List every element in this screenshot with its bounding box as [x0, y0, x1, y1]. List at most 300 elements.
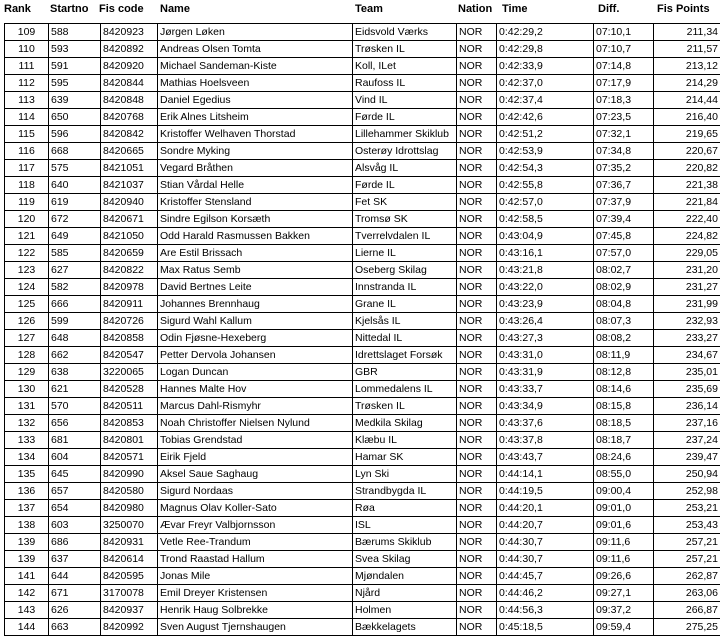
- cell-team: Eidsvold Værks: [353, 24, 457, 41]
- cell-fiscode: 8420911: [101, 296, 158, 313]
- cell-team: Førde IL: [353, 177, 457, 194]
- cell-fiscode: 8420940: [101, 194, 158, 211]
- cell-name: Marcus Dahl-Rismyhr: [158, 398, 353, 415]
- cell-fispoints: 263,06: [654, 585, 720, 602]
- cell-time: 0:42:37,0: [497, 75, 594, 92]
- cell-fispoints: 213,12: [654, 58, 720, 75]
- table-row: [5, 517, 720, 534]
- cell-fiscode: 8420990: [101, 466, 158, 483]
- cell-nation: NOR: [457, 551, 497, 568]
- cell-rank: 137: [5, 500, 49, 517]
- cell-fispoints: 214,44: [654, 92, 720, 109]
- cell-startno: 672: [49, 211, 101, 228]
- cell-rank: 122: [5, 245, 49, 262]
- cell-team: Tromsø SK: [353, 211, 457, 228]
- cell-startno: 593: [49, 41, 101, 58]
- cell-nation: NOR: [457, 398, 497, 415]
- cell-rank: 125: [5, 296, 49, 313]
- cell-rank: 144: [5, 619, 49, 636]
- cell-fiscode: 8420511: [101, 398, 158, 415]
- cell-time: 0:44:56,3: [497, 602, 594, 619]
- cell-nation: NOR: [457, 415, 497, 432]
- cell-name: Emil Dreyer Kristensen: [158, 585, 353, 602]
- cell-fiscode: 8420801: [101, 432, 158, 449]
- cell-time: 0:45:18,5: [497, 619, 594, 636]
- table-row: [5, 279, 720, 296]
- cell-nation: NOR: [457, 262, 497, 279]
- cell-time: 0:43:31,9: [497, 364, 594, 381]
- table-row: [5, 432, 720, 449]
- cell-time: 0:44:30,7: [497, 534, 594, 551]
- cell-fiscode: 8420822: [101, 262, 158, 279]
- cell-time: 0:44:14,1: [497, 466, 594, 483]
- cell-startno: 666: [49, 296, 101, 313]
- cell-fiscode: 8420665: [101, 143, 158, 160]
- cell-nation: NOR: [457, 364, 497, 381]
- cell-diff: 08:07,3: [594, 313, 654, 330]
- cell-startno: 645: [49, 466, 101, 483]
- cell-rank: 142: [5, 585, 49, 602]
- cell-name: Eirik Fjeld: [158, 449, 353, 466]
- table-row: [5, 483, 720, 500]
- cell-fispoints: 250,94: [654, 466, 720, 483]
- cell-fispoints: 220,82: [654, 160, 720, 177]
- cell-name: Sindre Egilson Korsæth: [158, 211, 353, 228]
- cell-fispoints: 235,01: [654, 364, 720, 381]
- cell-nation: NOR: [457, 381, 497, 398]
- cell-startno: 585: [49, 245, 101, 262]
- cell-rank: 129: [5, 364, 49, 381]
- cell-team: Holmen: [353, 602, 457, 619]
- cell-team: Svea Skilag: [353, 551, 457, 568]
- cell-nation: NOR: [457, 432, 497, 449]
- cell-team: Tverrelvdalen IL: [353, 228, 457, 245]
- cell-nation: NOR: [457, 585, 497, 602]
- table-row: [5, 534, 720, 551]
- cell-time: 0:42:29,8: [497, 41, 594, 58]
- cell-name: Johannes Brennhaug: [158, 296, 353, 313]
- cell-name: Logan Duncan: [158, 364, 353, 381]
- cell-rank: 139: [5, 551, 49, 568]
- cell-time: 0:42:33,9: [497, 58, 594, 75]
- table-row: [5, 211, 720, 228]
- cell-rank: 139: [5, 534, 49, 551]
- cell-fispoints: 275,25: [654, 619, 720, 636]
- cell-startno: 638: [49, 364, 101, 381]
- cell-startno: 595: [49, 75, 101, 92]
- table-row: [5, 92, 720, 109]
- cell-fiscode: 8420659: [101, 245, 158, 262]
- cell-name: Ævar Freyr Valbjornsson: [158, 517, 353, 534]
- cell-fispoints: 221,38: [654, 177, 720, 194]
- cell-rank: 111: [5, 58, 49, 75]
- cell-team: Førde IL: [353, 109, 457, 126]
- cell-name: Jørgen Løken: [158, 24, 353, 41]
- header-startno: Startno: [50, 3, 89, 15]
- cell-nation: NOR: [457, 330, 497, 347]
- header-fiscode: Fis code: [99, 3, 144, 15]
- cell-startno: 570: [49, 398, 101, 415]
- cell-time: 0:42:42,6: [497, 109, 594, 126]
- cell-fispoints: 231,99: [654, 296, 720, 313]
- cell-rank: 115: [5, 126, 49, 143]
- cell-fispoints: 231,27: [654, 279, 720, 296]
- cell-nation: NOR: [457, 228, 497, 245]
- header-fispoints: Fis Points: [657, 3, 710, 15]
- cell-startno: 662: [49, 347, 101, 364]
- cell-time: 0:42:37,4: [497, 92, 594, 109]
- cell-diff: 09:11,6: [594, 534, 654, 551]
- cell-team: Idrettslaget Forsøk: [353, 347, 457, 364]
- cell-diff: 08:55,0: [594, 466, 654, 483]
- table-row: [5, 415, 720, 432]
- cell-rank: 131: [5, 398, 49, 415]
- cell-fiscode: 8420671: [101, 211, 158, 228]
- cell-nation: NOR: [457, 619, 497, 636]
- cell-fiscode: 8420547: [101, 347, 158, 364]
- cell-fispoints: 232,93: [654, 313, 720, 330]
- cell-time: 0:42:57,0: [497, 194, 594, 211]
- table-row: [5, 449, 720, 466]
- cell-team: Medkila Skilag: [353, 415, 457, 432]
- cell-rank: 141: [5, 568, 49, 585]
- table-row: [5, 245, 720, 262]
- cell-fispoints: 231,20: [654, 262, 720, 279]
- cell-diff: 08:12,8: [594, 364, 654, 381]
- cell-team: Osterøy Idrottslag: [353, 143, 457, 160]
- cell-diff: 08:08,2: [594, 330, 654, 347]
- cell-fiscode: 8421051: [101, 160, 158, 177]
- cell-fiscode: 8420980: [101, 500, 158, 517]
- cell-rank: 135: [5, 466, 49, 483]
- cell-nation: NOR: [457, 177, 497, 194]
- cell-startno: 639: [49, 92, 101, 109]
- cell-name: Tobias Grendstad: [158, 432, 353, 449]
- cell-time: 0:43:31,0: [497, 347, 594, 364]
- cell-diff: 07:17,9: [594, 75, 654, 92]
- cell-nation: NOR: [457, 109, 497, 126]
- cell-rank: 118: [5, 177, 49, 194]
- cell-fiscode: 8420920: [101, 58, 158, 75]
- cell-diff: 09:26,6: [594, 568, 654, 585]
- cell-team: Hamar SK: [353, 449, 457, 466]
- cell-diff: 07:45,8: [594, 228, 654, 245]
- cell-startno: 582: [49, 279, 101, 296]
- cell-diff: 09:59,4: [594, 619, 654, 636]
- cell-name: Kristoffer Welhaven Thorstad: [158, 126, 353, 143]
- cell-fiscode: 8420614: [101, 551, 158, 568]
- cell-rank: 133: [5, 432, 49, 449]
- results-header: [0, 0, 720, 20]
- cell-nation: NOR: [457, 245, 497, 262]
- table-row: [5, 75, 720, 92]
- cell-time: 0:43:34,9: [497, 398, 594, 415]
- cell-team: Røa: [353, 500, 457, 517]
- cell-team: Strandbygda IL: [353, 483, 457, 500]
- cell-fiscode: 8420842: [101, 126, 158, 143]
- cell-team: Vind IL: [353, 92, 457, 109]
- cell-diff: 08:18,5: [594, 415, 654, 432]
- cell-team: Bækkelagets: [353, 619, 457, 636]
- cell-diff: 08:02,7: [594, 262, 654, 279]
- cell-time: 0:44:46,2: [497, 585, 594, 602]
- header-rank: Rank: [4, 3, 31, 15]
- cell-diff: 08:04,8: [594, 296, 654, 313]
- cell-diff: 08:18,7: [594, 432, 654, 449]
- cell-diff: 07:34,8: [594, 143, 654, 160]
- cell-fiscode: 8420848: [101, 92, 158, 109]
- cell-rank: 123: [5, 262, 49, 279]
- table-row: [5, 296, 720, 313]
- cell-rank: 134: [5, 449, 49, 466]
- cell-team: Nittedal IL: [353, 330, 457, 347]
- cell-team: Fet SK: [353, 194, 457, 211]
- cell-name: Aksel Saue Saghaug: [158, 466, 353, 483]
- results-table: [4, 23, 720, 636]
- cell-fispoints: 253,43: [654, 517, 720, 534]
- cell-time: 0:44:20,1: [497, 500, 594, 517]
- cell-name: Vegard Bråthen: [158, 160, 353, 177]
- table-row: [5, 585, 720, 602]
- header-name: Name: [160, 3, 190, 15]
- cell-nation: NOR: [457, 24, 497, 41]
- cell-diff: 07:37,9: [594, 194, 654, 211]
- cell-team: GBR: [353, 364, 457, 381]
- cell-time: 0:43:04,9: [497, 228, 594, 245]
- cell-name: Jonas Mile: [158, 568, 353, 585]
- cell-team: Mjøndalen: [353, 568, 457, 585]
- cell-fispoints: 252,98: [654, 483, 720, 500]
- cell-nation: NOR: [457, 568, 497, 585]
- cell-fispoints: 211,57: [654, 41, 720, 58]
- cell-fiscode: 8420931: [101, 534, 158, 551]
- cell-fiscode: 8420978: [101, 279, 158, 296]
- cell-fispoints: 266,87: [654, 602, 720, 619]
- cell-diff: 09:11,6: [594, 551, 654, 568]
- cell-fispoints: 236,14: [654, 398, 720, 415]
- table-row: [5, 466, 720, 483]
- cell-startno: 657: [49, 483, 101, 500]
- cell-rank: 116: [5, 143, 49, 160]
- header-team: Team: [355, 3, 383, 15]
- cell-name: Noah Christoffer Nielsen Nylund: [158, 415, 353, 432]
- cell-name: Daniel Egedius: [158, 92, 353, 109]
- cell-name: Michael Sandeman-Kiste: [158, 58, 353, 75]
- header-time: Time: [502, 3, 528, 15]
- cell-startno: 654: [49, 500, 101, 517]
- cell-name: Max Ratus Semb: [158, 262, 353, 279]
- cell-team: Trøsken IL: [353, 41, 457, 58]
- cell-startno: 637: [49, 551, 101, 568]
- cell-fiscode: 8420858: [101, 330, 158, 347]
- cell-time: 0:42:55,8: [497, 177, 594, 194]
- cell-name: Sondre Myking: [158, 143, 353, 160]
- cell-fiscode: 8420937: [101, 602, 158, 619]
- cell-rank: 112: [5, 75, 49, 92]
- cell-diff: 07:32,1: [594, 126, 654, 143]
- cell-diff: 07:35,2: [594, 160, 654, 177]
- table-row: [5, 24, 720, 41]
- table-row: [5, 381, 720, 398]
- cell-fiscode: 3170078: [101, 585, 158, 602]
- cell-fiscode: 8420992: [101, 619, 158, 636]
- cell-rank: 130: [5, 381, 49, 398]
- cell-team: Kjelsås IL: [353, 313, 457, 330]
- table-row: [5, 500, 720, 517]
- cell-name: Kristoffer Stensland: [158, 194, 353, 211]
- cell-startno: 663: [49, 619, 101, 636]
- cell-nation: NOR: [457, 466, 497, 483]
- cell-diff: 09:01,6: [594, 517, 654, 534]
- cell-name: Magnus Olav Koller-Sato: [158, 500, 353, 517]
- cell-nation: NOR: [457, 75, 497, 92]
- cell-time: 0:43:21,8: [497, 262, 594, 279]
- cell-nation: NOR: [457, 602, 497, 619]
- cell-time: 0:44:19,5: [497, 483, 594, 500]
- cell-diff: 08:14,6: [594, 381, 654, 398]
- cell-startno: 591: [49, 58, 101, 75]
- cell-time: 0:44:45,7: [497, 568, 594, 585]
- cell-fispoints: 234,67: [654, 347, 720, 364]
- cell-startno: 596: [49, 126, 101, 143]
- cell-nation: NOR: [457, 160, 497, 177]
- cell-diff: 07:39,4: [594, 211, 654, 228]
- table-row: [5, 177, 720, 194]
- cell-team: Innstranda IL: [353, 279, 457, 296]
- cell-time: 0:42:51,2: [497, 126, 594, 143]
- cell-nation: NOR: [457, 143, 497, 160]
- cell-diff: 09:37,2: [594, 602, 654, 619]
- cell-team: Grane IL: [353, 296, 457, 313]
- cell-fispoints: 257,21: [654, 534, 720, 551]
- cell-startno: 619: [49, 194, 101, 211]
- table-row: [5, 330, 720, 347]
- table-row: [5, 160, 720, 177]
- cell-nation: NOR: [457, 347, 497, 364]
- cell-name: Mathias Hoelsveen: [158, 75, 353, 92]
- table-row: [5, 126, 720, 143]
- cell-name: Trond Raastad Hallum: [158, 551, 353, 568]
- cell-nation: NOR: [457, 41, 497, 58]
- table-row: [5, 109, 720, 126]
- cell-team: Bærums Skiklub: [353, 534, 457, 551]
- cell-nation: NOR: [457, 92, 497, 109]
- cell-time: 0:44:20,7: [497, 517, 594, 534]
- cell-team: Oseberg Skilag: [353, 262, 457, 279]
- table-row: [5, 194, 720, 211]
- cell-fiscode: 8421037: [101, 177, 158, 194]
- cell-startno: 603: [49, 517, 101, 534]
- cell-nation: NOR: [457, 296, 497, 313]
- cell-fispoints: 237,16: [654, 415, 720, 432]
- cell-startno: 649: [49, 228, 101, 245]
- cell-team: Njård: [353, 585, 457, 602]
- cell-startno: 686: [49, 534, 101, 551]
- cell-time: 0:43:37,6: [497, 415, 594, 432]
- cell-fispoints: 239,47: [654, 449, 720, 466]
- cell-name: Sigurd Wahl Kallum: [158, 313, 353, 330]
- table-row: [5, 262, 720, 279]
- cell-team: ISL: [353, 517, 457, 534]
- cell-fispoints: 219,65: [654, 126, 720, 143]
- cell-name: Sven August Tjernshaugen: [158, 619, 353, 636]
- table-row: [5, 568, 720, 585]
- cell-rank: 143: [5, 602, 49, 619]
- cell-team: Lommedalens IL: [353, 381, 457, 398]
- cell-time: 0:43:16,1: [497, 245, 594, 262]
- cell-startno: 671: [49, 585, 101, 602]
- table-row: [5, 551, 720, 568]
- cell-fispoints: 216,40: [654, 109, 720, 126]
- table-row: [5, 143, 720, 160]
- cell-fiscode: 8420528: [101, 381, 158, 398]
- cell-rank: 114: [5, 109, 49, 126]
- cell-fispoints: 220,67: [654, 143, 720, 160]
- cell-rank: 121: [5, 228, 49, 245]
- cell-startno: 648: [49, 330, 101, 347]
- cell-startno: 650: [49, 109, 101, 126]
- cell-fiscode: 8420844: [101, 75, 158, 92]
- cell-name: Hannes Malte Hov: [158, 381, 353, 398]
- cell-diff: 07:36,7: [594, 177, 654, 194]
- table-row: [5, 228, 720, 245]
- cell-name: David Bertnes Leite: [158, 279, 353, 296]
- cell-diff: 07:10,1: [594, 24, 654, 41]
- cell-fiscode: 8421050: [101, 228, 158, 245]
- cell-team: Koll, ILet: [353, 58, 457, 75]
- cell-team: Lyn Ski: [353, 466, 457, 483]
- cell-nation: NOR: [457, 483, 497, 500]
- cell-name: Petter Dervola Johansen: [158, 347, 353, 364]
- cell-startno: 644: [49, 568, 101, 585]
- cell-name: Are Estil Brissach: [158, 245, 353, 262]
- cell-rank: 124: [5, 279, 49, 296]
- cell-rank: 136: [5, 483, 49, 500]
- cell-startno: 681: [49, 432, 101, 449]
- cell-startno: 621: [49, 381, 101, 398]
- cell-startno: 627: [49, 262, 101, 279]
- cell-fiscode: 8420768: [101, 109, 158, 126]
- cell-nation: NOR: [457, 313, 497, 330]
- cell-startno: 626: [49, 602, 101, 619]
- cell-fispoints: 237,24: [654, 432, 720, 449]
- cell-time: 0:43:22,0: [497, 279, 594, 296]
- cell-time: 0:43:27,3: [497, 330, 594, 347]
- cell-nation: NOR: [457, 126, 497, 143]
- cell-fispoints: 235,69: [654, 381, 720, 398]
- cell-team: Raufoss IL: [353, 75, 457, 92]
- table-row: [5, 398, 720, 415]
- cell-diff: 07:57,0: [594, 245, 654, 262]
- cell-fispoints: 233,27: [654, 330, 720, 347]
- cell-fispoints: 224,82: [654, 228, 720, 245]
- cell-name: Stian Vårdal Helle: [158, 177, 353, 194]
- table-row: [5, 619, 720, 636]
- cell-name: Vetle Ree-Trandum: [158, 534, 353, 551]
- cell-diff: 09:01,0: [594, 500, 654, 517]
- cell-fiscode: 8420923: [101, 24, 158, 41]
- cell-rank: 113: [5, 92, 49, 109]
- cell-rank: 126: [5, 313, 49, 330]
- table-row: [5, 364, 720, 381]
- cell-fiscode: 3220065: [101, 364, 158, 381]
- cell-rank: 117: [5, 160, 49, 177]
- cell-fispoints: 253,21: [654, 500, 720, 517]
- cell-fiscode: 8420726: [101, 313, 158, 330]
- cell-nation: NOR: [457, 279, 497, 296]
- cell-time: 0:43:23,9: [497, 296, 594, 313]
- cell-startno: 588: [49, 24, 101, 41]
